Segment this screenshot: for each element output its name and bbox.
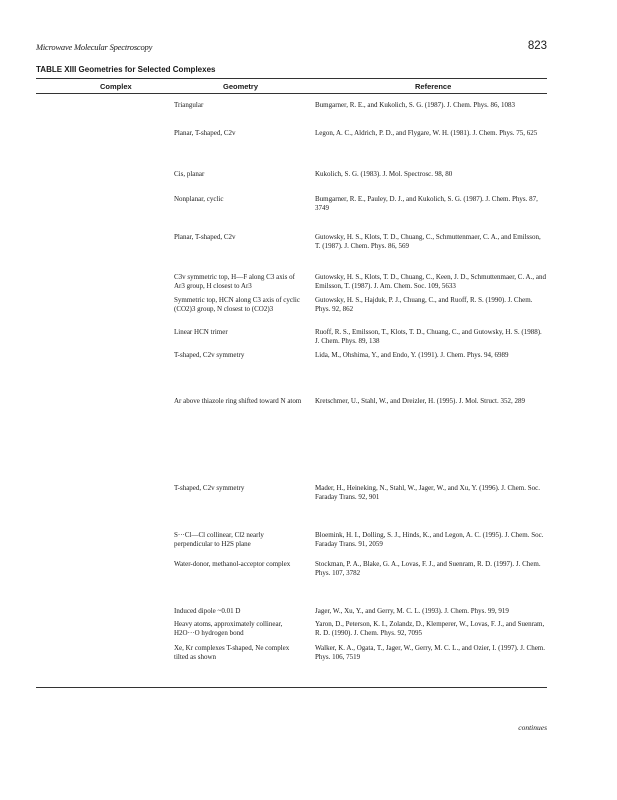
table-bottom-rule <box>36 687 547 688</box>
reference-cell: Legon, A. C., Aldrich, P. D., and Flygare, W. H. (1981). J. Chem. Phys. 75, 625 <box>315 129 538 137</box>
table-top-rule <box>36 78 547 79</box>
geometry-cell: Ar above thiazole ring shifted toward N atom <box>174 397 302 405</box>
reference-cell: Gutowsky, H. S., Klots, T. D., Chuang, C., Keen, J. D., Schmuttenmaer, C. A., and Emilsson, T. (1987). J. Am. Chem. Soc. 109, 5633 <box>315 273 546 291</box>
geometry-cell: Planar, T-shaped, C2v <box>174 233 236 241</box>
geometry-cell: Triangular <box>174 101 204 109</box>
running-title: Microwave Molecular Spectroscopy <box>36 42 153 52</box>
column-header-reference: Reference <box>415 82 452 91</box>
geometry-cell: Heavy atoms, approximately collinear, H2O···O hydrogen bond <box>174 620 283 638</box>
geometry-cell: Planar, T-shaped, C2v <box>174 129 236 137</box>
geometry-cell: Water-donor, methanol-acceptor complex <box>174 560 291 568</box>
geometry-cell: Symmetric top, HCN along C3 axis of cyclic (CO2)3 group, N closest to (CO2)3 <box>174 296 300 314</box>
column-header-geometry: Geometry <box>223 82 259 91</box>
reference-cell: Mader, H., Heineking, N., Stahl, W., Jager, W., and Xu, Y. (1996). J. Chem. Soc. Faraday Trans. 92, 901 <box>315 484 540 502</box>
reference-cell: Yaron, D., Peterson, K. I., Zolandz, D., Klemperer, W., Lovas, F. J., and Suenram, R. D. (1990). J. Chem. Phys. 92, 7095 <box>315 620 545 638</box>
reference-cell: Bumgarner, R. E., Pauley, D. J., and Kukolich, S. G. (1987). J. Chem. Phys. 87, 3749 <box>315 195 538 213</box>
page-number: 823 <box>527 40 547 52</box>
reference-cell: Ruoff, R. S., Emilsson, T., Klots, T. D., Chuang, C., and Gutowsky, H. S. (1988). J. Chem. Phys. 89, 138 <box>315 328 542 346</box>
geometry-cell: Nonplanar, cyclic <box>174 195 224 203</box>
reference-cell: Gutowsky, H. S., Hajduk, P. J., Chuang, C., and Ruoff, R. S. (1990). J. Chem. Phys. 92, 862 <box>315 296 533 314</box>
reference-cell: Stockman, P. A., Blake, G. A., Lovas, F. J., and Suenram, R. D. (1997). J. Chem. Phys. 107, 3782 <box>315 560 541 578</box>
reference-cell: Bloemink, H. I., Dolling, S. J., Hinds, K., and Legon, A. C. (1995). J. Chem. Soc. Faraday Trans. 91, 2059 <box>315 531 544 549</box>
geometry-cell: Induced dipole ~0.01 D <box>174 607 241 615</box>
reference-cell: Bumgarner, R. E., and Kukolich, S. G. (1987). J. Chem. Phys. 86, 1083 <box>315 101 515 109</box>
reference-cell: Gutowsky, H. S., Klots, T. D., Chuang, C., Schmuttenmaer, C. A., and Emilsson, T. (1987). J. Chem. Phys. 86, 569 <box>315 233 541 251</box>
geometry-cell: T-shaped, C2v symmetry <box>174 351 245 359</box>
table-title: TABLE XIII Geometries for Selected Complexes <box>36 65 216 74</box>
reference-cell: Kretschmer, U., Stahl, W., and Dreizler, H. (1995). J. Mol. Struct. 352, 289 <box>315 397 525 405</box>
reference-cell: Walker, K. A., Ogata, T., Jager, W., Gerry, M. C. L., and Ozier, I. (1997). J. Chem. Phys. 106, 7519 <box>315 644 545 662</box>
geometry-cell: Linear HCN trimer <box>174 328 228 336</box>
geometry-cell: Xe, Kr complexes T-shaped, Ne complex tilted as shown <box>174 644 290 662</box>
geometry-cell: S···Cl—Cl collinear, Cl2 nearly perpendicular to H2S plane <box>174 531 264 549</box>
continues-note: continues <box>518 723 547 732</box>
reference-cell: Kukolich, S. G. (1983). J. Mol. Spectrosc. 98, 80 <box>315 170 453 178</box>
geometry-cell: Cis, planar <box>174 170 205 178</box>
geometry-cell: C3v symmetric top, H—F along C3 axis of Ar3 group, H closest to Ar3 <box>174 273 295 291</box>
geometry-cell: T-shaped, C2v symmetry <box>174 484 245 492</box>
reference-cell: Jager, W., Xu, Y., and Gerry, M. C. L. (1993). J. Chem. Phys. 99, 919 <box>315 607 509 615</box>
table-header-rule <box>36 93 547 94</box>
column-header-complex: Complex <box>100 82 132 91</box>
reference-cell: Lida, M., Ohshima, Y., and Endo, Y. (1991). J. Chem. Phys. 94, 6989 <box>315 351 509 359</box>
